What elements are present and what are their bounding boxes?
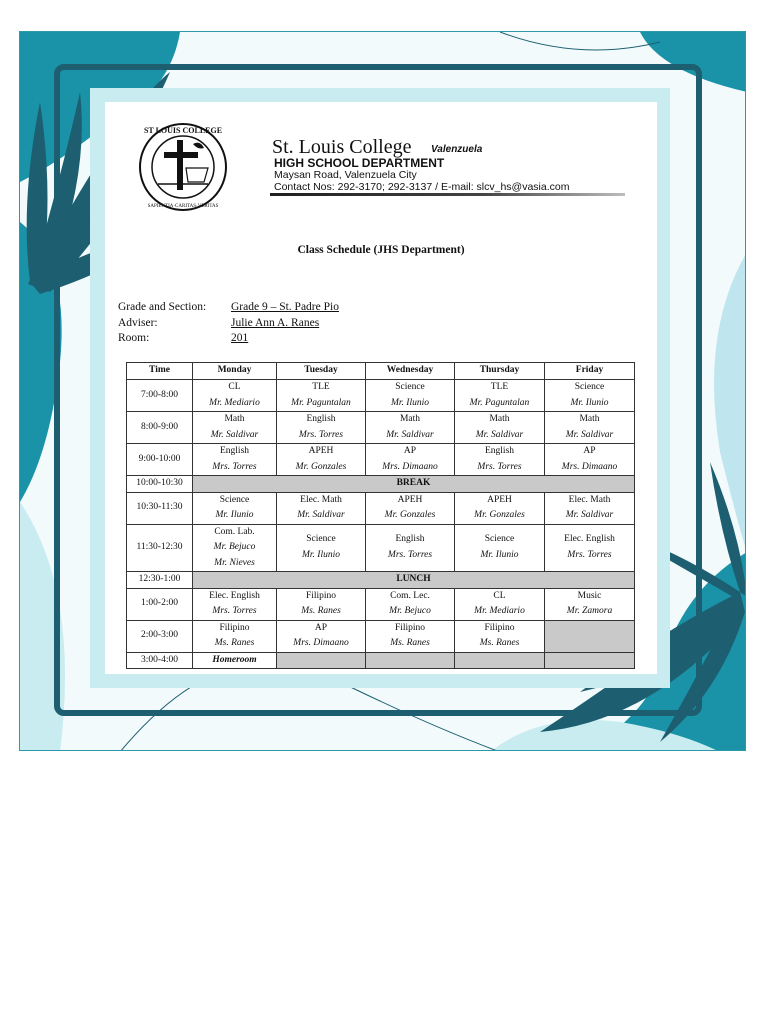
class-cell — [193, 380, 277, 412]
class-cell — [545, 492, 635, 524]
schedule-table — [126, 362, 635, 669]
column-header: Friday — [545, 363, 635, 380]
schedule-row — [127, 412, 635, 444]
class-cell — [193, 444, 277, 476]
class-cell — [545, 412, 635, 444]
class-cell — [193, 412, 277, 444]
header-rule — [270, 193, 625, 196]
department-name: HIGH SCHOOL DEPARTMENT — [274, 156, 445, 170]
subject-name: Elec. Math — [300, 494, 342, 505]
empty-cell — [455, 652, 545, 669]
teacher-name: Mr. Saldivar — [565, 429, 614, 440]
adviser-label: Adviser: — [118, 317, 158, 329]
document-title: Class Schedule (JHS Department) — [297, 244, 465, 256]
teacher-name: Mr. Nieves — [214, 557, 255, 568]
teacher-name: Ms. Ranes — [479, 638, 520, 648]
class-cell — [545, 588, 635, 620]
time-slot: 10:00-10:30 — [127, 476, 193, 493]
time-slot: 10:30-11:30 — [127, 492, 193, 524]
teacher-name: Mrs. Torres — [212, 606, 257, 616]
teacher-name: Mr. Bejuco — [213, 542, 256, 552]
time-slot: 9:00-10:00 — [127, 444, 193, 476]
class-cell — [455, 620, 545, 652]
teacher-name: Mr. Zamora — [566, 606, 613, 616]
class-cell — [193, 492, 277, 524]
subject-name: Elec. English — [209, 590, 260, 601]
time-slot: 7:00-8:00 — [127, 380, 193, 412]
subject-name: APEH — [308, 446, 334, 456]
teacher-name: Mr. Paguntalan — [469, 397, 530, 408]
class-cell — [455, 524, 545, 572]
class-cell — [366, 620, 455, 652]
subject-name: Filipino — [219, 622, 250, 633]
teacher-name: Mrs. Torres — [298, 429, 344, 440]
teacher-name: Mr. Ilunio — [480, 549, 519, 560]
subject-name: APEH — [487, 494, 512, 505]
grade-value: Grade 9 – St. Padre Pio — [231, 301, 339, 313]
teacher-name: Mr. Bejuco — [389, 606, 431, 616]
subject-name: English — [484, 446, 515, 456]
class-cell — [366, 524, 455, 572]
school-address: Maysan Road, Valenzuela City — [274, 169, 417, 181]
time-slot: 11:30-12:30 — [127, 524, 193, 572]
teacher-name: Mrs. Torres — [477, 461, 522, 472]
schedule-break-row — [127, 476, 635, 493]
teacher-name: Ms. Ranes — [390, 638, 430, 648]
empty-cell — [366, 652, 455, 669]
subject-name: Science — [484, 534, 515, 545]
class-cell — [277, 412, 366, 444]
class-cell — [545, 524, 635, 572]
schedule-row — [127, 524, 635, 572]
class-cell — [455, 492, 545, 524]
teacher-name: Mr. Ilunio — [215, 510, 254, 520]
subject-name: Science — [306, 534, 336, 545]
adviser-value: Julie Ann A. Ranes — [231, 317, 320, 329]
time-slot: 2:00-3:00 — [127, 620, 193, 652]
room-label: Room: — [118, 332, 150, 344]
school-name: St. Louis College — [272, 136, 412, 158]
teacher-name: Mr. Saldivar — [386, 429, 434, 440]
class-cell — [277, 380, 366, 412]
teacher-name: Mr. Gonzales — [474, 510, 525, 520]
time-slot: 8:00-9:00 — [127, 412, 193, 444]
class-cell — [455, 380, 545, 412]
teacher-name: Mr. Ilunio — [570, 397, 609, 408]
subject-name: English — [395, 534, 425, 545]
schedule-row — [127, 380, 635, 412]
class-cell — [366, 444, 455, 476]
column-header: Wednesday — [366, 363, 455, 380]
time-slot: 1:00-2:00 — [127, 588, 193, 620]
svg-text:SAPIENTIA·CARITAS·VERITAS: SAPIENTIA·CARITAS·VERITAS — [147, 204, 219, 209]
subject-name: Science — [219, 494, 250, 505]
class-cell — [366, 588, 455, 620]
time-slot: 12:30-1:00 — [127, 572, 193, 589]
subject-name: TLE — [312, 382, 330, 392]
schedule-row — [127, 588, 635, 620]
teacher-name: Mrs. Torres — [212, 461, 257, 472]
class-cell — [277, 620, 366, 652]
teacher-name: Mrs. Dimaano — [293, 638, 349, 648]
schedule-document — [105, 102, 657, 674]
empty-cell — [545, 620, 635, 652]
poster-frame — [19, 31, 746, 751]
teacher-name: Mr. Ilunio — [391, 397, 429, 408]
teacher-name: Mr. Saldivar — [210, 429, 259, 440]
subject-name: Math — [224, 414, 245, 424]
school-seal-logo — [138, 122, 228, 212]
class-cell — [366, 412, 455, 444]
class-cell — [193, 524, 277, 572]
subject-name: English — [306, 414, 336, 424]
teacher-name: Mrs. Dimaano — [561, 461, 618, 472]
column-header: Monday — [193, 363, 277, 380]
subject-name: Filipino — [394, 622, 426, 633]
subject-name: Homeroom — [212, 654, 257, 665]
teacher-name: Mrs. Dimaano — [382, 461, 438, 472]
schedule-row — [127, 492, 635, 524]
subject-name: Com. Lab. — [214, 526, 255, 537]
subject-name: CL — [493, 590, 506, 601]
teacher-name: Mr. Saldivar — [297, 510, 345, 520]
schedule-row — [127, 652, 635, 669]
schedule-header-row — [127, 363, 635, 380]
class-cell — [545, 380, 635, 412]
teacher-name: Mr. Saldivar — [475, 429, 524, 440]
school-city: Valenzuela — [431, 144, 483, 155]
time-slot: 3:00-4:00 — [127, 652, 193, 669]
class-cell — [545, 444, 635, 476]
subject-name: Math — [399, 414, 421, 424]
class-cell — [193, 652, 277, 669]
teacher-name: Mr. Mediario — [474, 606, 525, 616]
subject-name: CL — [228, 382, 241, 392]
subject-name: APEH — [397, 494, 423, 505]
room-value: 201 — [231, 332, 249, 344]
subject-name: Math — [579, 414, 600, 424]
schedule-break-row — [127, 572, 635, 589]
subject-name: AP — [314, 622, 328, 633]
subject-name: Filipino — [305, 590, 337, 601]
subject-name: Math — [489, 414, 510, 424]
teacher-name: Mr. Paguntalan — [291, 397, 351, 408]
subject-name: Filipino — [484, 622, 515, 633]
teacher-name: Ms. Ranes — [301, 606, 341, 616]
column-header: Thursday — [455, 363, 545, 380]
grade-label: Grade and Section: — [118, 301, 207, 313]
teacher-name: Mr. Gonzales — [295, 461, 347, 472]
svg-text:ST LOUIS COLLEGE: ST LOUIS COLLEGE — [143, 126, 223, 135]
class-cell — [366, 380, 455, 412]
schedule-row — [127, 444, 635, 476]
subject-name: Elec. Math — [568, 494, 611, 505]
teacher-name: Mrs. Torres — [387, 549, 433, 560]
column-header: Tuesday — [277, 363, 366, 380]
subject-name: AP — [403, 446, 417, 456]
teacher-name: Mr. Mediario — [209, 397, 260, 408]
empty-cell — [545, 652, 635, 669]
class-cell — [193, 620, 277, 652]
school-contact: Contact Nos: 292-3170; 292-3137 / E-mail: slcv_hs@vasia.com — [274, 181, 570, 193]
class-cell — [366, 492, 455, 524]
subject-name: TLE — [490, 382, 509, 392]
class-cell — [277, 492, 366, 524]
class-cell — [455, 444, 545, 476]
schedule-row — [127, 620, 635, 652]
class-cell — [455, 588, 545, 620]
empty-cell — [277, 652, 366, 669]
teacher-name: Mr. Gonzales — [384, 510, 436, 520]
subject-name: Music — [577, 590, 602, 601]
subject-name: Science — [574, 382, 605, 392]
break-label: LUNCH — [193, 572, 635, 589]
class-cell — [193, 588, 277, 620]
subject-name: English — [219, 446, 250, 456]
subject-name: Elec. English — [564, 534, 615, 545]
subject-name: Com. Lec. — [390, 590, 430, 601]
subject-name: Science — [395, 382, 425, 392]
teacher-name: Mr. Ilunio — [302, 549, 340, 560]
subject-name: AP — [583, 446, 596, 456]
teacher-name: Mrs. Torres — [567, 549, 612, 560]
column-header: Time — [127, 363, 193, 380]
class-cell — [277, 588, 366, 620]
teacher-name: Ms. Ranes — [214, 638, 255, 648]
break-label: BREAK — [193, 476, 635, 493]
class-cell — [277, 524, 366, 572]
class-cell — [455, 412, 545, 444]
class-cell — [277, 444, 366, 476]
teacher-name: Mr. Saldivar — [565, 510, 614, 520]
